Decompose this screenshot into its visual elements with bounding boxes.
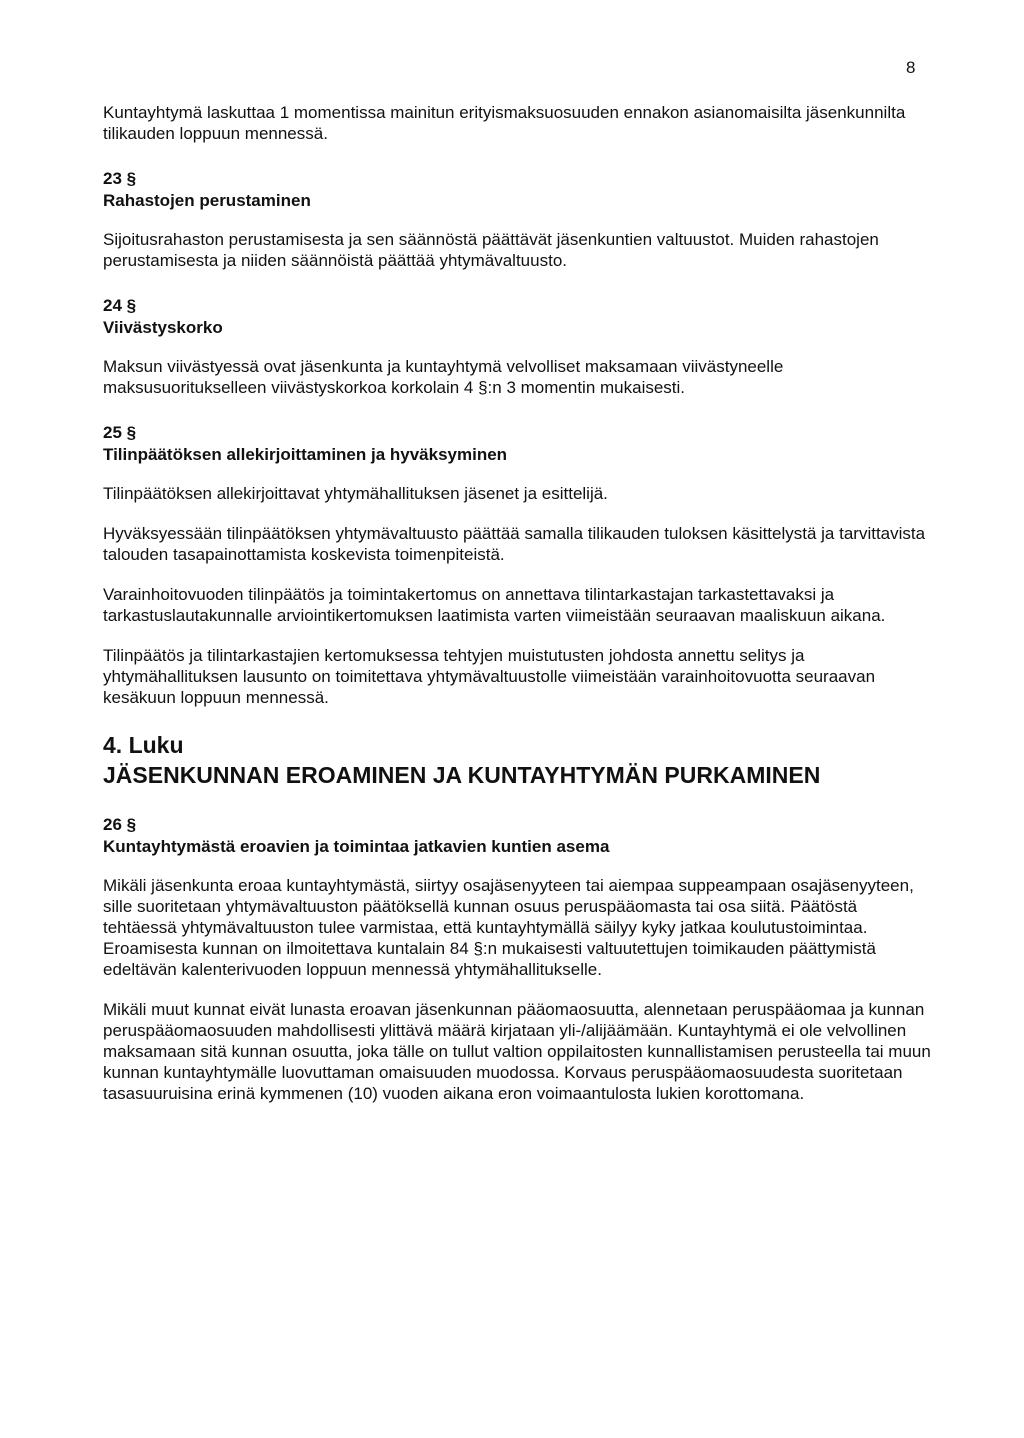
section-paragraph: Hyväksyessään tilinpäätöksen yhtymävaltuusto päättää samalla tilikauden tuloksen käsittelystä ja tarvittavista talouden tasapainottamista koskevista toimenpiteistä. — [103, 524, 926, 564]
chapter-heading — [103, 730, 933, 790]
section-number: 25 § — [103, 423, 137, 442]
section-paragraph: Varainhoitovuoden tilinpäätös ja toimintakertomus on annettava tilintarkastajan tarkastettavaksi ja tarkastuslautakunnalle arviointikertomuksen laatimista varten viimeistään seuraavan maaliskuun aikana. — [103, 585, 886, 625]
section-title: Tilinpäätöksen allekirjoittaminen ja hyväksyminen — [103, 445, 508, 464]
section-paragraph: Mikäli jäsenkunta eroaa kuntayhtymästä, siirtyy osajäsenyyteen tai aiempaa suppeampaan osajäsenyyteen, sille suoritetaan yhtymävaltuuston päätöksellä kunnan osuus peruspääomasta tai osa siitä. Päätöstä tehtäessä yhtymävaltuuston tulee varmistaa, että kuntayhtymällä säilyy kyky jatkaa koulutustoimintaa. Eroamisesta kunnan on ilmoitettava kuntalain 84 §:n mukaisesti valtuutettujen toimikauden päättymistä edeltävän kalenterivuoden loppuun mennessä yhtymähallitukselle. — [103, 876, 914, 979]
section-title: Kuntayhtymästä eroavien ja toimintaa jatkavien kuntien asema — [103, 837, 610, 856]
intro-paragraph: Kuntayhtymä laskuttaa 1 momentissa mainitun erityismaksuosuuden ennakon asianomaisilta jäsenkunnilta tilikauden loppuun mennessä. — [103, 103, 906, 143]
section-paragraph: Mikäli muut kunnat eivät lunasta eroavan jäsenkunnan pääomaosuutta, alennetaan peruspääomaa ja kunnan peruspääomaosuuden mahdollisesti ylittävä määrä kirjataan yli-/alijäämään. Kuntayhtymä ei ole velvollinen maksamaan sitä kunnan osuutta, joka tälle on tullut valtion oppilaitosten kunnallistamisen perusteella tai muun kunnan kuntayhtymälle luovuttaman omaisuuden muodossa. Korvaus peruspääomaosuudesta suoritetaan tasasuuruisina erinä kymmenen (10) vuoden aikana eron voimaantulosta lukien korottomana. — [103, 1000, 931, 1103]
section-paragraph: Sijoitusrahaston perustamisesta ja sen säännöstä päättävät jäsenkuntien valtuustot. Muiden rahastojen perustamisesta ja niiden säännöistä päättää yhtymävaltuusto. — [103, 230, 879, 270]
document-content — [103, 102, 933, 1104]
page-number: 8 — [906, 58, 916, 77]
section-number: 24 § — [103, 296, 137, 315]
chapter-title: JÄSENKUNNAN EROAMINEN JA KUNTAYHTYMÄN PURKAMINEN — [103, 762, 821, 788]
section-26 — [103, 814, 933, 1104]
section-24 — [103, 295, 933, 398]
section-paragraph: Maksun viivästyessä ovat jäsenkunta ja kuntayhtymä velvolliset maksamaan viivästyneelle maksusuoritukselleen viivästyskorkoa korkolain 4 §:n 3 momentin mukaisesti. — [103, 357, 784, 397]
section-title: Rahastojen perustaminen — [103, 191, 311, 210]
section-25 — [103, 422, 933, 708]
section-number: 26 § — [103, 815, 137, 834]
section-paragraph: Tilinpäätös ja tilintarkastajien kertomuksessa tehtyjen muistutusten johdosta annettu selitys ja yhtymähallituksen lausunto on toimitettava yhtymävaltuustolle viimeistään varainhoitovuotta seuraavan kesäkuun loppuun mennessä. — [103, 646, 876, 707]
section-title: Viivästyskorko — [103, 318, 223, 337]
section-23 — [103, 168, 933, 271]
chapter-number: 4. Luku — [103, 732, 184, 758]
section-paragraph: Tilinpäätöksen allekirjoittavat yhtymähallituksen jäsenet ja esittelijä. — [103, 484, 608, 503]
section-number: 23 § — [103, 169, 137, 188]
